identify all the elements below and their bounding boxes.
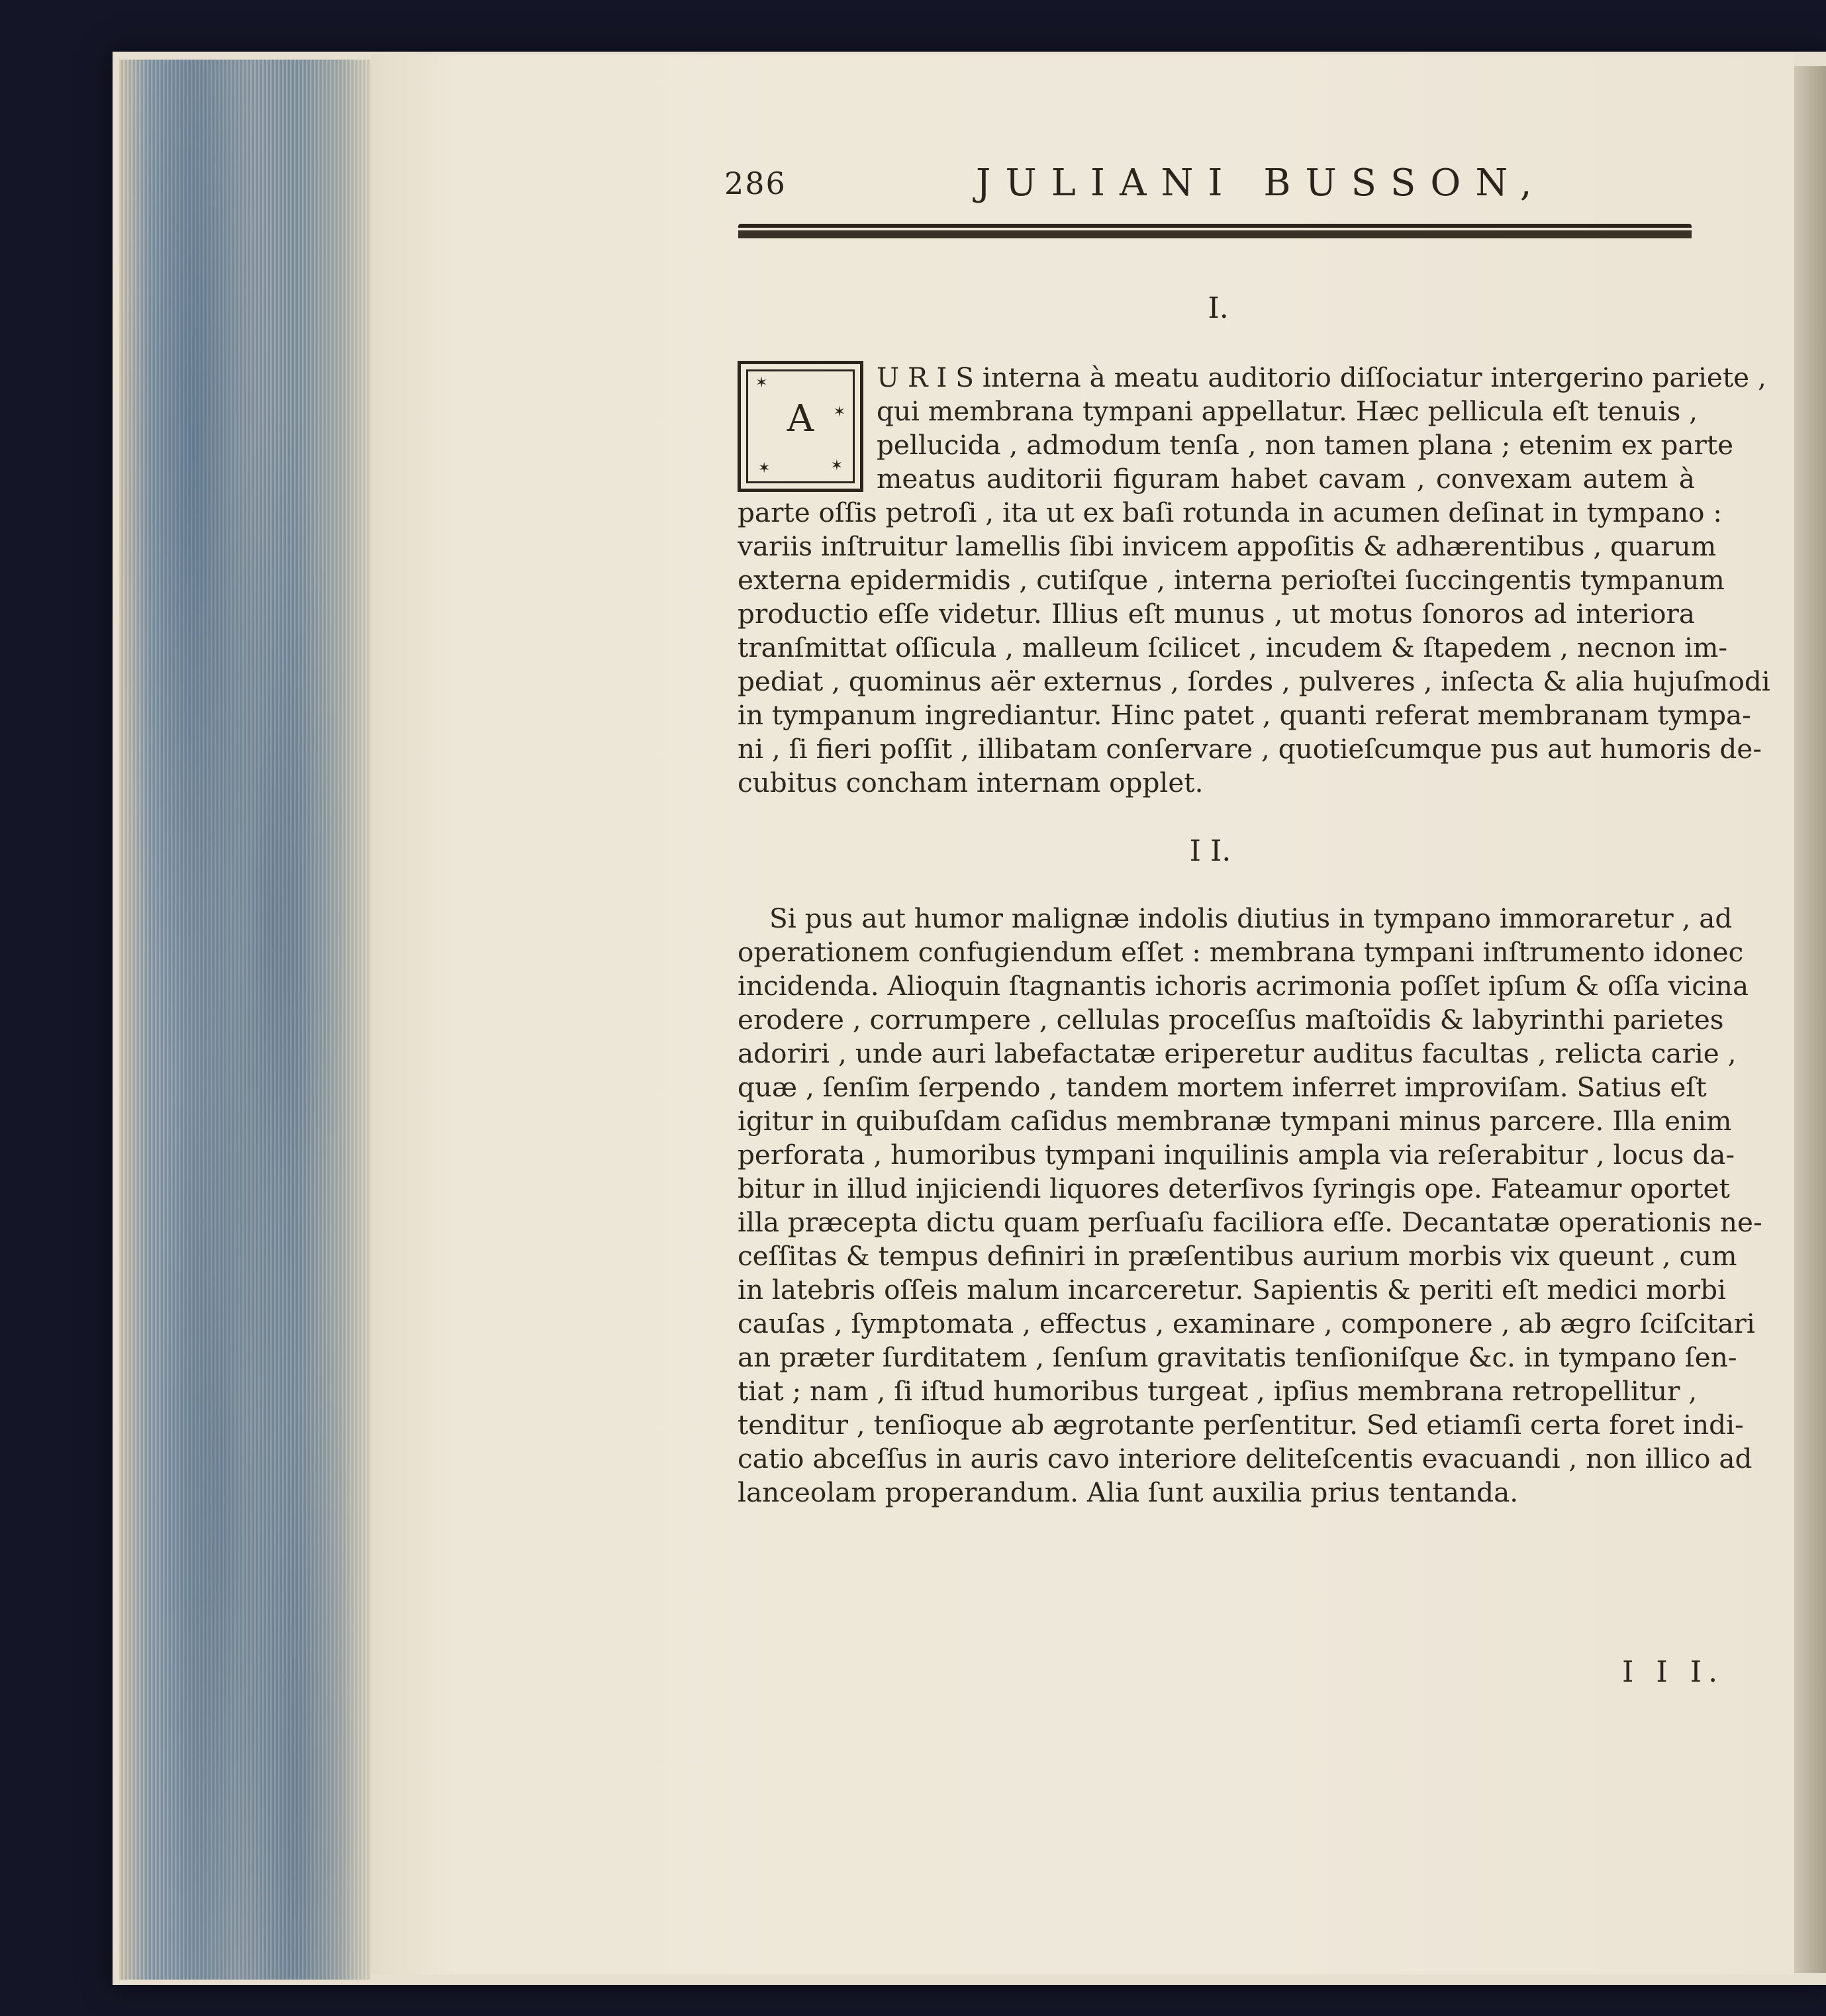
section-number-2: I I. (1189, 834, 1231, 868)
text-line: bitur in illud injiciendi liquores deterſivos ſyringis ope. Fateamur oportet (738, 1173, 1730, 1204)
text-line: Si pus aut humor malignæ indolis diutius in tympano immoraretur , ad (769, 902, 1733, 934)
section-2-text (738, 902, 1762, 1510)
section-1-text (738, 361, 1770, 800)
text-line: variis inſtruitur lamellis ſibi invicem appoſitis & adhærentibus , quarum (738, 530, 1717, 562)
text-line: parte oſſis petroſi , ita ut ex baſi rotunda in acumen deſinat in tympano : (738, 497, 1723, 528)
text-line: lanceolam properandum. Alia ſunt auxilia prius tentanda. (738, 1476, 1519, 1508)
text-line: operationem confugiendum eſſet : membrana tympani inſtrumento idonec (738, 936, 1744, 968)
page-fore-edge (119, 60, 371, 1980)
text-line: productio eſſe videtur. Illius eſt munus , ut motus ſonoros ad interiora (738, 598, 1695, 630)
dropcap-letter: A (787, 397, 814, 440)
fore-edge-marbling (119, 60, 371, 1980)
text-line: in tympanum ingrediantur. Hinc patet , quanti referat membranam tympa- (738, 699, 1751, 731)
text-line: catio abceſſus in auris cavo interiore deliteſcentis evacuandi , non illico ad (738, 1443, 1753, 1474)
star-ornament-icon: ✶ (830, 457, 843, 474)
text-line: externa epidermidis , cutiſque , interna perioſtei ſuccingentis tympanum (738, 564, 1725, 596)
text-line: ceſſitas & tempus definiri in præſentibus aurium morbis vix queunt , cum (738, 1240, 1737, 1272)
text-line: erodere , corrumpere , cellulas proceſſus maſtoïdis & labyrinthi parietes (738, 1004, 1724, 1035)
text-line: cubitus concham internam opplet. (738, 767, 1204, 798)
star-ornament-icon: ✶ (758, 460, 771, 477)
text-line: meatus auditorii figuram habet cavam , convexam autem à (877, 463, 1695, 495)
header-rule (738, 224, 1692, 241)
folio-number: 286 (724, 166, 787, 201)
star-ornament-icon: ✶ (755, 375, 768, 391)
text-line: tenditur , tenſioque ab ægrotante perſentitur. Sed etiamſi certa foret indi- (738, 1409, 1744, 1441)
text-line: tiat ; nam , ſi iſtud humoribus turgeat , ipſius membrana retropellitur , (738, 1375, 1698, 1407)
text-line: incidenda. Alioquin ſtagnantis ichoris acrimonia poſſet ipſum & oſſa vicina (738, 970, 1749, 1002)
text-line: qui membrana tympani appellatur. Hæc pellicula eſt tenuis , (877, 395, 1698, 427)
text-line: igitur in quibuſdam caſidus membranæ tympani minus parcere. Illa enim (738, 1105, 1732, 1137)
text-line: in latebris oſſeis malum incarceretur. Sapientis & periti eſt medici morbi (738, 1274, 1727, 1306)
text-line: U R I S interna à meatu auditorio diſſociatur intergerino pariete , (877, 361, 1766, 393)
page-header (724, 162, 1698, 225)
text-line: pediat , quominus aër externus , ſordes , pulveres , inſecta & alia hujuſmodi (738, 665, 1770, 697)
section-number-1: I. (1208, 291, 1229, 325)
text-line: ni , ſi fieri poſſit , illibatam conſervare , quotieſcumque pus aut humoris de- (738, 733, 1762, 765)
text-line: illa præcepta dictu quam perſuaſu faciliora eſſe. Decantatæ operationis ne- (738, 1206, 1762, 1238)
text-line: an præter ſurditatem , ſenſum gravitatis tenſioniſque &c. in tympano ſen- (738, 1341, 1737, 1373)
text-line: perforata , humoribus tympani inquilinis ampla via reſerabitur , locus da- (738, 1139, 1735, 1171)
text-line: cauſas , ſymptomata , effectus , examinare , componere , ab ægro ſciſcitari (738, 1308, 1755, 1339)
text-line: quæ , ſenſim ſerpendo , tandem mortem inferret improviſam. Satius eſt (738, 1071, 1707, 1103)
text-line: pellucida , admodum tenſa , non tamen plana ; etenim ex parte (877, 429, 1734, 461)
star-ornament-icon: ✶ (833, 404, 845, 420)
facing-page-edge (1794, 66, 1826, 1973)
text-line: adoriri , unde auri labefactatæ eriperetur auditus facultas , relicta carie , (738, 1037, 1737, 1069)
text-line: tranſmittat oſſicula , malleum ſcilicet , incudem & ſtapedem , necnon im- (738, 632, 1728, 663)
running-title: JULIANI BUSSON, (976, 162, 1547, 205)
catchword: I I I. (1622, 1655, 1725, 1689)
